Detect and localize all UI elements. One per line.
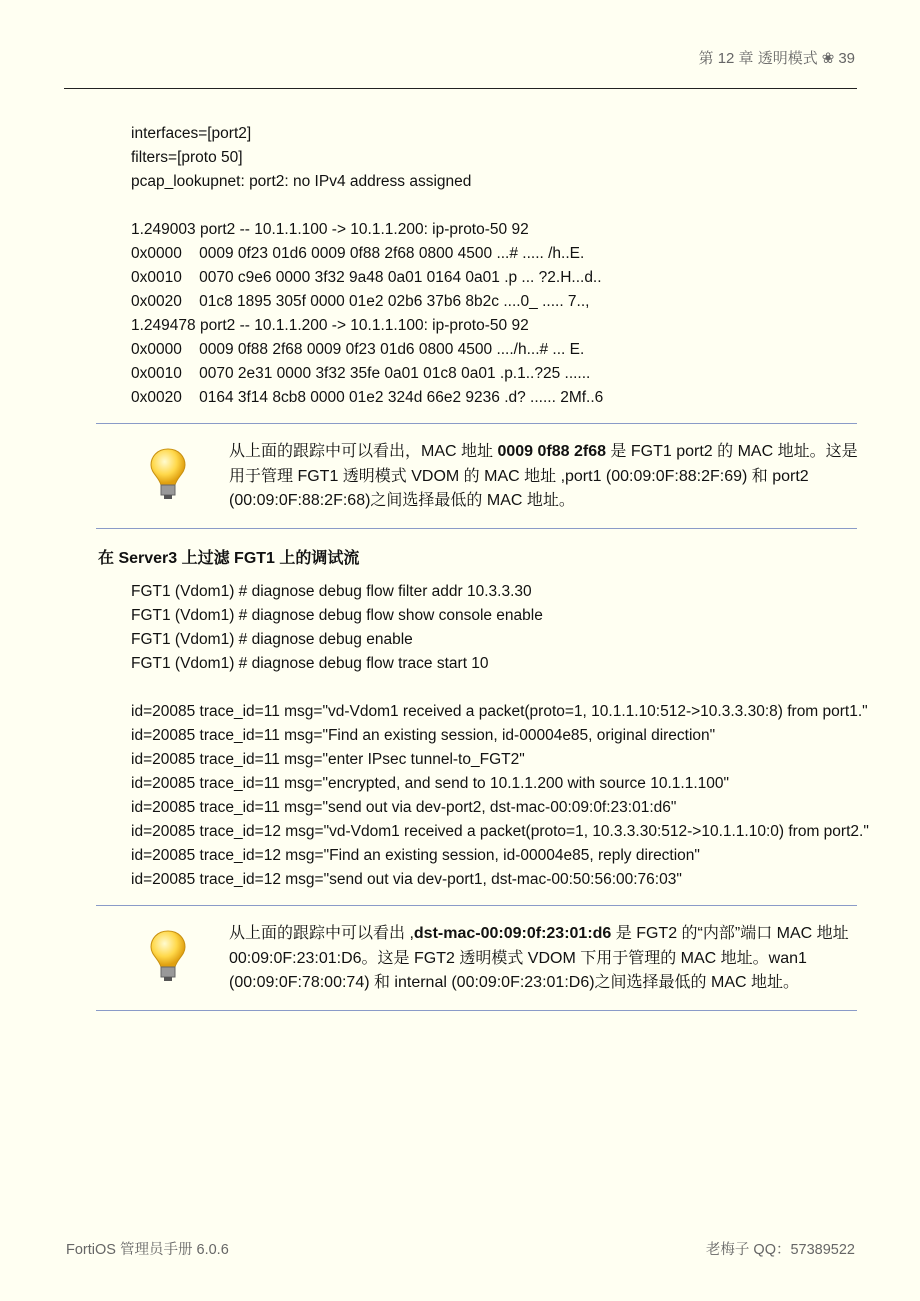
code-line: interfaces=[port2] [131,125,252,142]
code-line: FGT1 (Vdom1) # diagnose debug enable [131,631,413,648]
note-text: 是 FGT2 的“内部”端口 MAC 地址 00:09:0F:23:01:D6。这是 FGT2 透明模式 VDOM 下用于管理的 MAC 地址。wan1 (00:09:0F:78:00:74) 和 internal (00:09:0F:23:01:D6)之间选择最低的 MAC 地址。 [229,925,849,991]
footer-left: FortiOS 管理员手册 6.0.6 [66,1242,229,1258]
code-line: id=20085 trace_id=12 msg="send out via dev-port1, dst-mac-00:50:56:00:76:03" [131,871,682,888]
lightbulb-icon [148,446,188,502]
note-mac-address [229,440,859,514]
code-line: id=20085 trace_id=11 msg="send out via dev-port2, dst-mac-00:09:0f:23:01:d6" [131,799,677,816]
page-number: 39 [838,50,855,67]
note-rule-bottom [96,1010,857,1011]
code-line: FGT1 (Vdom1) # diagnose debug flow trace start 10 [131,655,489,672]
flower-icon: ❀ [821,50,835,67]
code-line: FGT1 (Vdom1) # diagnose debug flow show console enable [131,607,543,624]
footer-right: 老梅子 QQ：57389522 [705,1242,855,1258]
note-rule-bottom [96,528,857,529]
code-line: 0x0020 0164 3f14 8cb8 0000 01e2 324d 66e2 9236 .d? ...... 2Mf..6 [131,389,604,406]
code-line: id=20085 trace_id=12 msg="vd-Vdom1 received a packet(proto=1, 10.3.3.30:512->10.1.1.10:0) from port2." [131,823,869,840]
page-header [699,47,855,68]
code-line: 1.249003 port2 -- 10.1.1.100 -> 10.1.1.200: ip-proto-50 92 [131,221,529,238]
header-rule [64,88,857,89]
code-line: 0x0010 0070 c9e6 0000 3f32 9a48 0a01 0164 0a01 .p ... ?2.H...d.. [131,269,602,286]
note-rule-top [96,423,857,424]
note-text: 从上面的跟踪中可以看出，MAC 地址 [229,443,498,460]
note-rule-top [96,905,857,906]
code-line: id=20085 trace_id=12 msg="Find an existing session, id-00004e85, reply direction" [131,847,700,864]
code-line: 0x0000 0009 0f88 2f68 0009 0f23 01d6 0800 4500 ..../h...# ... E. [131,341,585,358]
lightbulb-icon [148,928,188,984]
code-line: filters=[proto 50] [131,149,243,166]
note-text: 是 FGT1 port2 的 MAC 地址。这是用于管理 FGT1 透明模式 VDOM 的 MAC 地址 ,port1 (00:09:0F:88:2F:69) 和 port2 (00:09:0F:88:2F:68)之间选择最低的 MAC 地址。 [229,443,858,509]
section-heading: 在 Server3 上过滤 FGT1 上的调试流 [98,550,360,567]
packet-capture-output [131,122,603,410]
code-line: id=20085 trace_id=11 msg="enter IPsec tunnel-to_FGT2" [131,751,525,768]
code-line: 0x0020 01c8 1895 305f 0000 01e2 02b6 37b6 8b2c ....0_ ..... 7.., [131,293,590,310]
chapter-title: 第 12 章 透明模式 [698,50,818,67]
code-line: FGT1 (Vdom1) # diagnose debug flow filter addr 10.3.3.30 [131,583,532,600]
note-text: 从上面的跟踪中可以看出 , [229,925,414,942]
code-line: 0x0010 0070 2e31 0000 3f32 35fe 0a01 01c8 0a01 .p.1..?25 ...... [131,365,591,382]
code-line: 1.249478 port2 -- 10.1.1.200 -> 10.1.1.100: ip-proto-50 92 [131,317,529,334]
code-line: id=20085 trace_id=11 msg="Find an existing session, id-00004e85, original direction" [131,727,716,744]
code-line [131,676,869,700]
code-line: id=20085 trace_id=11 msg="vd-Vdom1 received a packet(proto=1, 10.1.1.10:512->10.3.3.30:8) from port1." [131,703,868,720]
code-line [131,194,603,218]
note-dst-mac [229,922,859,996]
note-bold: dst-mac-00:09:0f:23:01:d6 [413,925,612,942]
code-line: 0x0000 0009 0f23 01d6 0009 0f88 2f68 0800 4500 ...# ..... /h..E. [131,245,585,262]
note-bold: 0009 0f88 2f68 [497,443,606,460]
code-line: id=20085 trace_id=11 msg="encrypted, and send to 10.1.1.200 with source 10.1.1.100" [131,775,729,792]
debug-flow-output [131,580,869,892]
code-line: pcap_lookupnet: port2: no IPv4 address assigned [131,173,472,190]
